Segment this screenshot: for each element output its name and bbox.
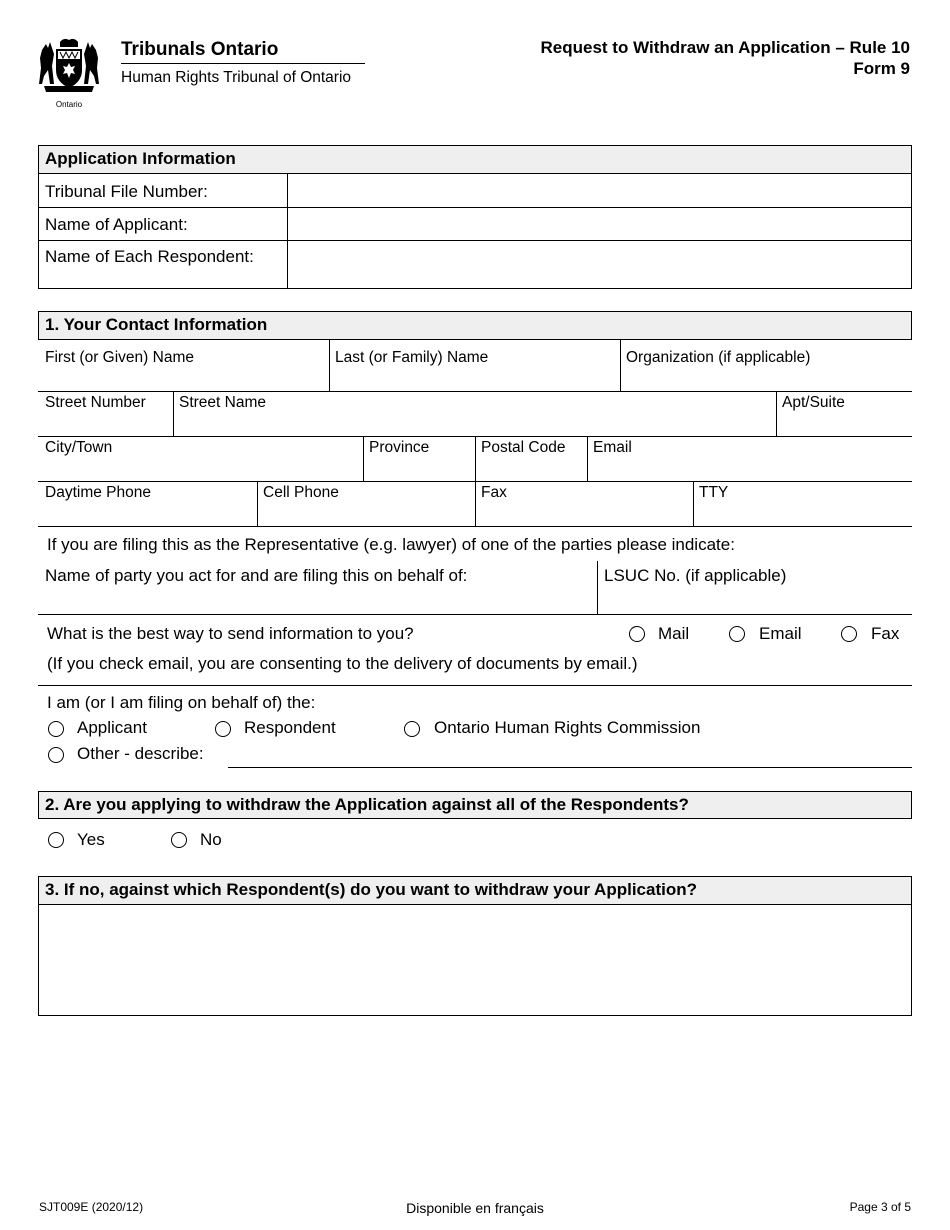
postal-code-label: Postal Code: [481, 439, 566, 456]
section3-heading: 3. If no, against which Respondent(s) do you want to withdraw your Application?: [45, 880, 697, 899]
city-field[interactable]: [39, 437, 363, 481]
tty-label: TTY: [699, 484, 729, 501]
yes-radio[interactable]: [48, 832, 64, 848]
commission-option-label: Ontario Human Rights Commission: [434, 718, 701, 737]
applicant-name-field[interactable]: [289, 209, 911, 239]
other-option-label: Other - describe:: [77, 744, 204, 763]
commission-radio[interactable]: [404, 721, 420, 737]
apt-suite-field[interactable]: [777, 392, 911, 436]
org-name: Tribunals Ontario: [121, 39, 279, 60]
other-describe-field[interactable]: [228, 744, 911, 767]
province-label: Province: [369, 439, 430, 456]
no-radio[interactable]: [171, 832, 187, 848]
form-code: SJT009E (2020/12): [39, 1200, 144, 1214]
divider: [38, 685, 912, 686]
respondents-withdraw-field[interactable]: [39, 905, 911, 1015]
last-name-label: Last (or Family) Name: [335, 349, 489, 366]
tty-field[interactable]: [694, 482, 911, 526]
logo-caption: Ontario: [55, 100, 83, 109]
street-name-field[interactable]: [174, 392, 776, 436]
mail-radio[interactable]: [629, 626, 645, 642]
street-number-label: Street Number: [45, 394, 146, 411]
filer-question: I am (or I am filing on behalf of) the:: [47, 693, 316, 712]
email-field[interactable]: [588, 437, 911, 481]
fax-radio[interactable]: [841, 626, 857, 642]
divider: [38, 173, 912, 174]
first-name-field[interactable]: [39, 341, 329, 391]
daytime-phone-field[interactable]: [39, 482, 257, 526]
cell-phone-label: Cell Phone: [263, 484, 339, 501]
last-name-field[interactable]: [330, 341, 620, 391]
file-number-label: Tribunal File Number:: [45, 182, 208, 201]
french-availability: Disponible en français: [406, 1200, 544, 1216]
divider: [38, 614, 912, 615]
apt-suite-label: Apt/Suite: [782, 394, 845, 411]
page-number: Page 3 of 5: [849, 1200, 911, 1214]
respondent-names-label: Name of Each Respondent:: [45, 247, 254, 266]
lsuc-field[interactable]: [598, 588, 911, 614]
fax-label: Fax: [481, 484, 507, 501]
first-name-label: First (or Given) Name: [45, 349, 194, 366]
daytime-phone-label: Daytime Phone: [45, 484, 151, 501]
section2-heading: 2. Are you applying to withdraw the Application against all of the Respondents?: [45, 795, 689, 814]
no-option-label: No: [200, 830, 222, 849]
email-radio[interactable]: [729, 626, 745, 642]
file-number-field[interactable]: [289, 175, 911, 206]
city-label: City/Town: [45, 439, 113, 456]
send-method-question: What is the best way to send information to you?: [47, 624, 414, 643]
party-name-field[interactable]: [39, 588, 597, 614]
respondent-radio[interactable]: [215, 721, 231, 737]
street-name-label: Street Name: [179, 394, 267, 411]
divider: [38, 526, 912, 527]
cell-phone-field[interactable]: [258, 482, 475, 526]
applicant-name-label: Name of Applicant:: [45, 215, 188, 234]
street-number-field[interactable]: [39, 392, 173, 436]
org-divider: [121, 63, 365, 64]
form-title: Request to Withdraw an Application – Rule 10: [540, 38, 910, 57]
divider: [38, 240, 912, 241]
other-describe-underline: [228, 767, 912, 768]
yes-option-label: Yes: [77, 830, 105, 849]
email-option-label: Email: [759, 624, 802, 643]
application-info-heading: Application Information: [45, 149, 236, 168]
divider: [38, 207, 912, 208]
respondent-names-field[interactable]: [289, 242, 911, 288]
respondent-option-label: Respondent: [244, 718, 336, 737]
email-label: Email: [593, 439, 632, 456]
representative-intro: If you are filing this as the Representative (e.g. lawyer) of one of the parties please indicate:: [47, 535, 735, 554]
province-field[interactable]: [364, 437, 475, 481]
fax-option-label: Fax: [871, 624, 900, 643]
other-radio[interactable]: [48, 747, 64, 763]
mail-option-label: Mail: [658, 624, 690, 643]
divider: [287, 173, 288, 289]
party-name-label: Name of party you act for and are filing this on behalf of:: [45, 566, 468, 585]
fax-field[interactable]: [476, 482, 693, 526]
coat-of-arms-icon: [36, 36, 102, 94]
organization-label: Organization (if applicable): [626, 349, 811, 366]
postal-code-field[interactable]: [476, 437, 587, 481]
contact-heading: 1. Your Contact Information: [45, 315, 268, 334]
email-consent-note: (If you check email, you are consenting to the delivery of documents by email.): [47, 654, 638, 673]
ontario-coat-of-arms-logo: [36, 36, 102, 109]
applicant-option-label: Applicant: [77, 718, 147, 737]
sub-org-name: Human Rights Tribunal of Ontario: [121, 69, 352, 86]
applicant-radio[interactable]: [48, 721, 64, 737]
lsuc-label: LSUC No. (if applicable): [604, 566, 787, 585]
organization-field[interactable]: [621, 341, 911, 391]
form-number: Form 9: [853, 59, 910, 78]
